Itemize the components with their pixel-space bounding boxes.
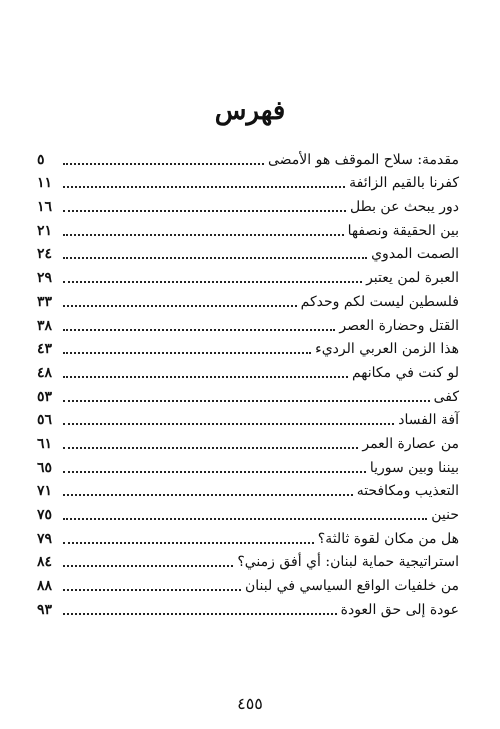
dot-leader [63, 447, 358, 449]
dot-leader [63, 281, 362, 283]
toc-entry-title: القتل وحضارة العصر [339, 317, 459, 334]
toc-entry-title: العبرة لمن يعتبر [366, 270, 459, 287]
toc-entry [37, 335, 459, 359]
toc-entry-page: ٣٣ [37, 293, 53, 310]
toc-entry [37, 216, 459, 240]
toc-entry [37, 311, 459, 335]
toc-entry-page: ٥٦ [37, 412, 53, 429]
toc-entry-page: ٤٨ [37, 364, 53, 381]
dot-leader [63, 352, 311, 354]
toc-entry-page: ٦٥ [37, 459, 53, 476]
toc-entry-title: آفة الفساد [398, 412, 459, 429]
toc-entry [37, 595, 459, 619]
toc-entry-page: ٥ [37, 151, 45, 168]
dot-leader [63, 234, 344, 236]
toc-entry-title: كفرنا بالقيم الزائفة [349, 175, 459, 192]
page-number: ٤٥٥ [237, 694, 263, 713]
dot-leader [63, 613, 337, 615]
toc-entry-page: ٣٨ [37, 317, 53, 334]
dot-leader [63, 305, 297, 307]
toc-entry-title: هل من مكان لقوة ثالثة؟ [317, 530, 459, 547]
toc-entry [37, 192, 459, 216]
dot-leader [63, 565, 233, 567]
toc-entry [37, 429, 459, 453]
toc-entry-title: كفى [433, 388, 459, 405]
toc-entry-page: ٨٨ [37, 578, 53, 595]
toc-entry-page: ٧٩ [37, 530, 53, 547]
toc-entry-title: بين الحقيقة ونصفها [347, 222, 459, 239]
toc-entry-page: ٨٤ [37, 554, 53, 571]
dot-leader [63, 423, 394, 425]
toc-entry-title: من عصارة العمر [362, 435, 459, 452]
dot-leader [63, 210, 346, 212]
toc-entry-title: حنين [431, 507, 459, 523]
dot-leader [63, 542, 314, 544]
toc-entry-title: لو كنت في مكانهم [351, 364, 459, 381]
toc-entry-title: بيننا وبين سوريا [369, 459, 459, 476]
toc-entry-title: هذا الزمن العربي الرديء [315, 341, 459, 358]
toc-entry [37, 500, 459, 524]
page-title: فهرس [214, 96, 286, 126]
toc-entry-title: الصمت المدوي [371, 246, 459, 263]
toc-entry-page: ٩٣ [37, 601, 53, 618]
toc-entry [37, 453, 459, 477]
toc-entry [37, 145, 459, 169]
toc-entry-page: ٤٣ [37, 341, 53, 358]
toc-entry [37, 571, 459, 595]
toc-entry-page: ٢٤ [37, 246, 53, 263]
toc-entry-page: ١٦ [37, 199, 53, 216]
dot-leader [63, 400, 430, 402]
dot-leader [63, 518, 427, 520]
toc-entry-page: ٢١ [37, 222, 53, 239]
toc-entry-title: من خلفيات الواقع السياسي في لبنان [244, 578, 459, 595]
table-of-contents [37, 145, 459, 619]
toc-entry [37, 287, 459, 311]
toc-entry-title: دور يبحث عن بطل [349, 199, 459, 216]
dot-leader [63, 186, 345, 188]
toc-entry-title: مقدمة: سلاح الموقف هو الأمضى [267, 151, 459, 168]
toc-entry [37, 240, 459, 264]
toc-entry [37, 263, 459, 287]
dot-leader [63, 163, 264, 165]
dot-leader [63, 471, 366, 473]
toc-entry [37, 382, 459, 406]
toc-entry-page: ٦١ [37, 435, 53, 452]
toc-entry [37, 548, 459, 572]
toc-entry-page: ٥٣ [37, 388, 53, 405]
toc-entry-page: ٧١ [37, 483, 53, 500]
toc-entry [37, 477, 459, 501]
toc-entry [37, 169, 459, 193]
dot-leader [63, 376, 348, 378]
toc-entry-title: فلسطين ليست لكم وحدكم [300, 293, 459, 310]
toc-entry-page: ٢٩ [37, 270, 53, 287]
toc-entry-title: استراتيجية حماية لبنان: أي أفق زمني؟ [237, 554, 459, 571]
dot-leader [63, 329, 335, 331]
toc-entry-page: ٧٥ [37, 507, 53, 523]
dot-leader [63, 589, 241, 591]
dot-leader [63, 257, 367, 259]
dot-leader [63, 494, 353, 496]
toc-entry-title: التعذيب ومكافحته [356, 483, 459, 500]
toc-entry [37, 358, 459, 382]
toc-entry-title: عودة إلى حق العودة [340, 601, 459, 618]
toc-entry [37, 524, 459, 548]
toc-entry-page: ١١ [37, 175, 53, 192]
toc-entry [37, 406, 459, 430]
